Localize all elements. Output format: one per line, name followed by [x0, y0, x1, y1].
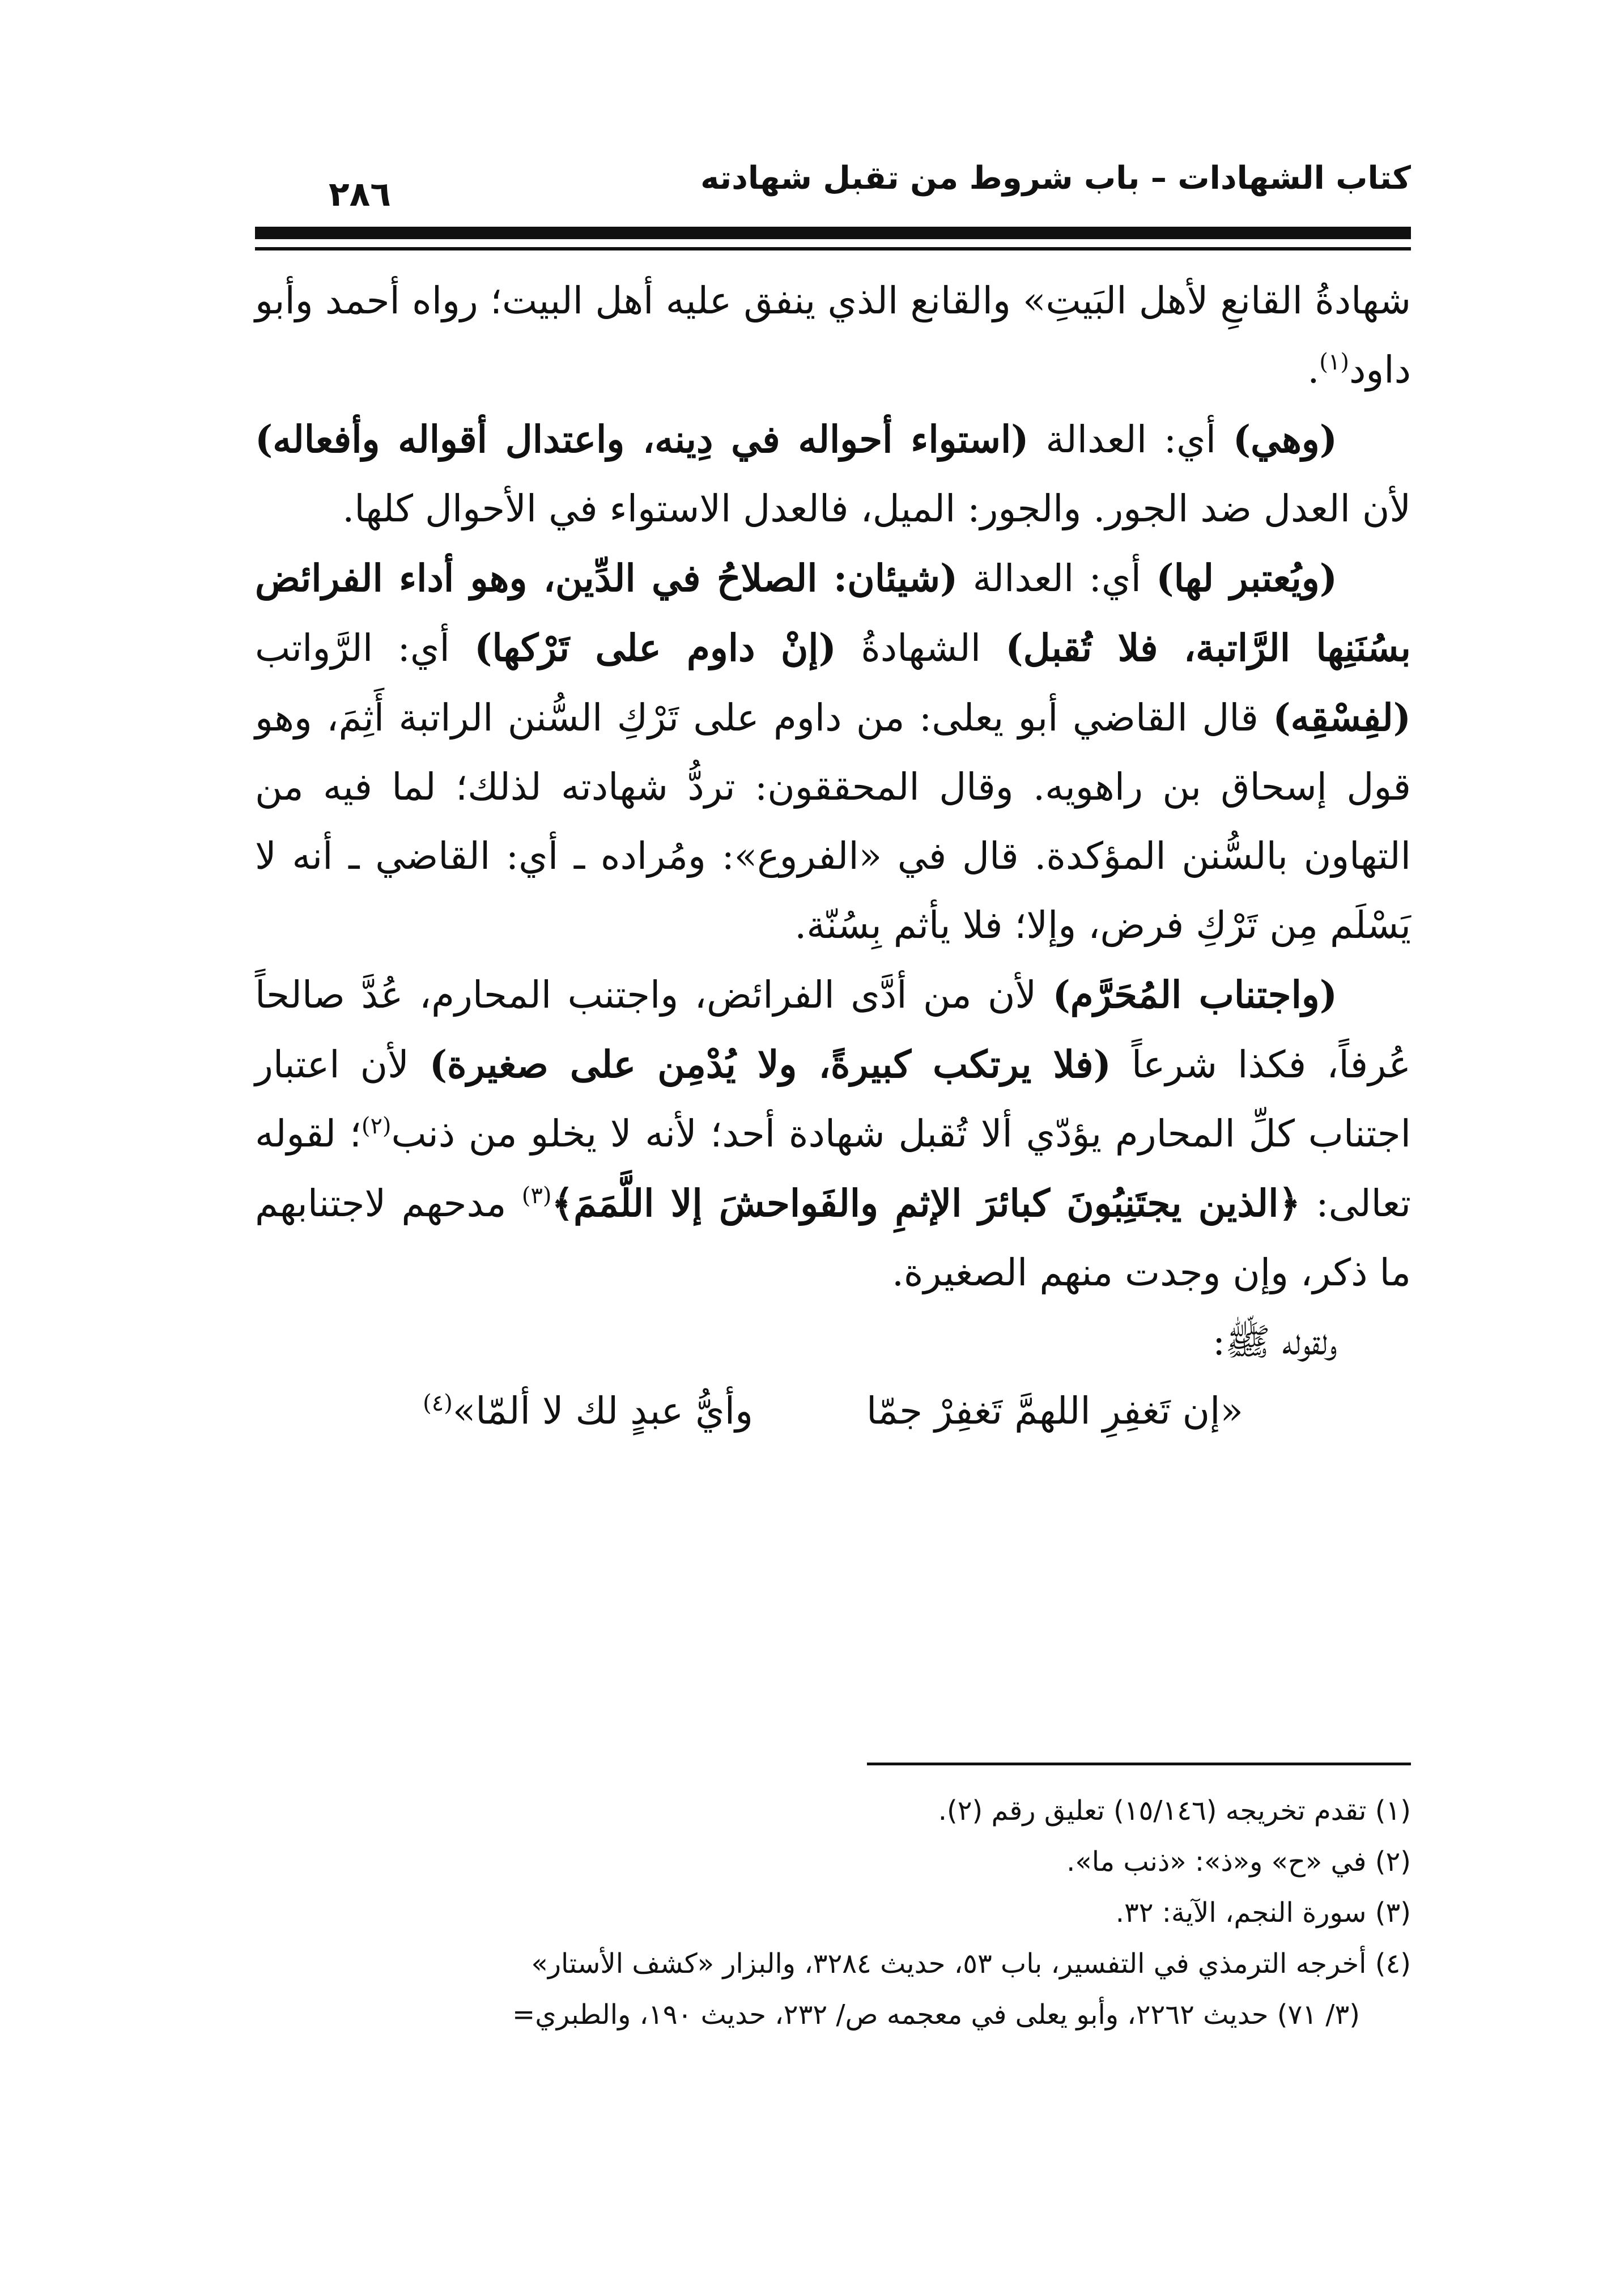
- paragraph-4: [255, 960, 1411, 1307]
- text-span: مدحهم لاجتنابهم ما ذكر، وإن وجدت منهم الصغيرة.: [255, 1182, 1411, 1294]
- text-span: أي: العدالة: [958, 557, 1157, 600]
- text-span: ؛ لقوله تعالى:: [255, 1112, 1412, 1225]
- matn-span: (واجتناب المُحَرَّم): [1052, 973, 1338, 1017]
- paragraph-2: [255, 405, 1411, 543]
- footnote-3: (٣) سورة النجم، الآية: ٣٢.: [1115, 1897, 1411, 1929]
- matn-span: (استواء أحواله في دِينه، واعتدال أقواله وأفعاله): [255, 417, 1029, 461]
- quran-verse: ﴿الذين يجتَنِبُونَ كبائرَ الإثمِ والفَواحشَ إلا اللَّمَمَ﴾: [551, 1181, 1301, 1225]
- matn-span: (إنْ داوم على تَرْكها): [474, 626, 836, 670]
- matn-span: (شيئان: الصلاحُ في الدِّين، وهو أداء الفرائض بسُنَنِها الرَّاتبة، فلا تُقبل): [255, 556, 1411, 670]
- matn-span: (فلا يرتكب كبيرةً، ولا يُدْمِن على صغيرة): [429, 1042, 1111, 1086]
- verse-intro: ولقوله ﷺ:: [1212, 1320, 1337, 1364]
- footnote-separator: [867, 1763, 1411, 1765]
- matn-span: (لفِسْقِه): [1273, 695, 1411, 740]
- text-span: لأن اعتبار اجتناب كلِّ المحارم يؤدّي ألا تُقبل شهادة أحد؛ لأنه لا يخلو من ذنب: [255, 1043, 1412, 1156]
- text-span: شهادةُ القانعِ لأهل البَيتِ» والقانع الذي ينفق عليه أهل البيت؛ رواه أحمد وأبو داود: [255, 279, 1411, 392]
- matn-span: (ويُعتبر لها): [1156, 556, 1338, 600]
- footnote-4-continued: (٣/ ٧١) حديث ٢٢٦٢، وأبو يعلى في معجمه ص/ ٢٣٢، حديث ١٩٠، والطبري=: [512, 1999, 1360, 2031]
- text-span: أي: الرَّواتب: [255, 626, 475, 670]
- footnote-2: (٢) في «ح» و«ذ»: «ذنب ما».: [1066, 1846, 1411, 1878]
- footnote-ref: (٢): [361, 1113, 392, 1139]
- text-span: لأن العدل ضد الجور. والجور: الميل، فالعدل الاستواء في الأحوال كلها.: [342, 487, 1411, 530]
- text-span: لأن من أدَّى الفرائض، واجتنب المحارم، عُدَّ صالحاً عُرفاً، فكذا شرعاً: [255, 973, 1411, 1086]
- text-span: أي: العدالة: [1028, 418, 1233, 461]
- poetry-verse: [255, 1377, 1411, 1446]
- paragraph-3: [255, 543, 1411, 960]
- footnotes: [255, 1785, 1411, 2040]
- footnote-ref: (٣): [521, 1183, 552, 1209]
- footnote-1: (١) تقدم تخريجه (١٥/١٤٦) تعليق رقم (٢).: [938, 1795, 1411, 1827]
- header-rule-thick: [255, 227, 1411, 239]
- verse-hemistich-right: «إن تَغفِرِ اللهمَّ تَغفِرْ جمّا: [866, 1389, 1243, 1433]
- text-span: قال القاضي أبو يعلى: من داوم على تَرْكِ السُّنن الراتبة أَثِمَ، وهو قول إسحاق بن راهويه. وقال المحققون: تردُّ شهادته لذلك؛ لما فيه من التهاون بالسُّنن المؤكدة. قال في «الفروع»: ومُراده ـ أي: القاضي ـ أنه لا يَسْلَم مِن تَرْكِ فرض، وإلا؛ فلا يأثم بِسُنّة.: [255, 696, 1411, 947]
- text-span: الشهادةُ: [836, 626, 1006, 670]
- running-title: كتاب الشهادات – باب شروط من تقبل شهادته: [700, 160, 1411, 197]
- verse-hemistich-left: وأيُّ عبدٍ لك لا ألمّا»: [452, 1389, 754, 1433]
- footnote-ref: (١): [1319, 349, 1349, 375]
- page-header: [255, 153, 1411, 221]
- footnote-ref: (٤): [423, 1390, 453, 1416]
- page-number: ٢٨٦: [329, 175, 391, 214]
- paragraph-1: [255, 266, 1411, 405]
- header-rule-thin: [255, 247, 1411, 250]
- main-text: [255, 266, 1411, 1446]
- matn-span: (وهي): [1232, 417, 1337, 461]
- text-span: .: [1307, 348, 1320, 392]
- footnote-4: (٤) أخرجه الترمذي في التفسير، باب ٥٣، حديث ٣٢٨٤، والبزار «كشف الأستار»: [531, 1948, 1411, 1980]
